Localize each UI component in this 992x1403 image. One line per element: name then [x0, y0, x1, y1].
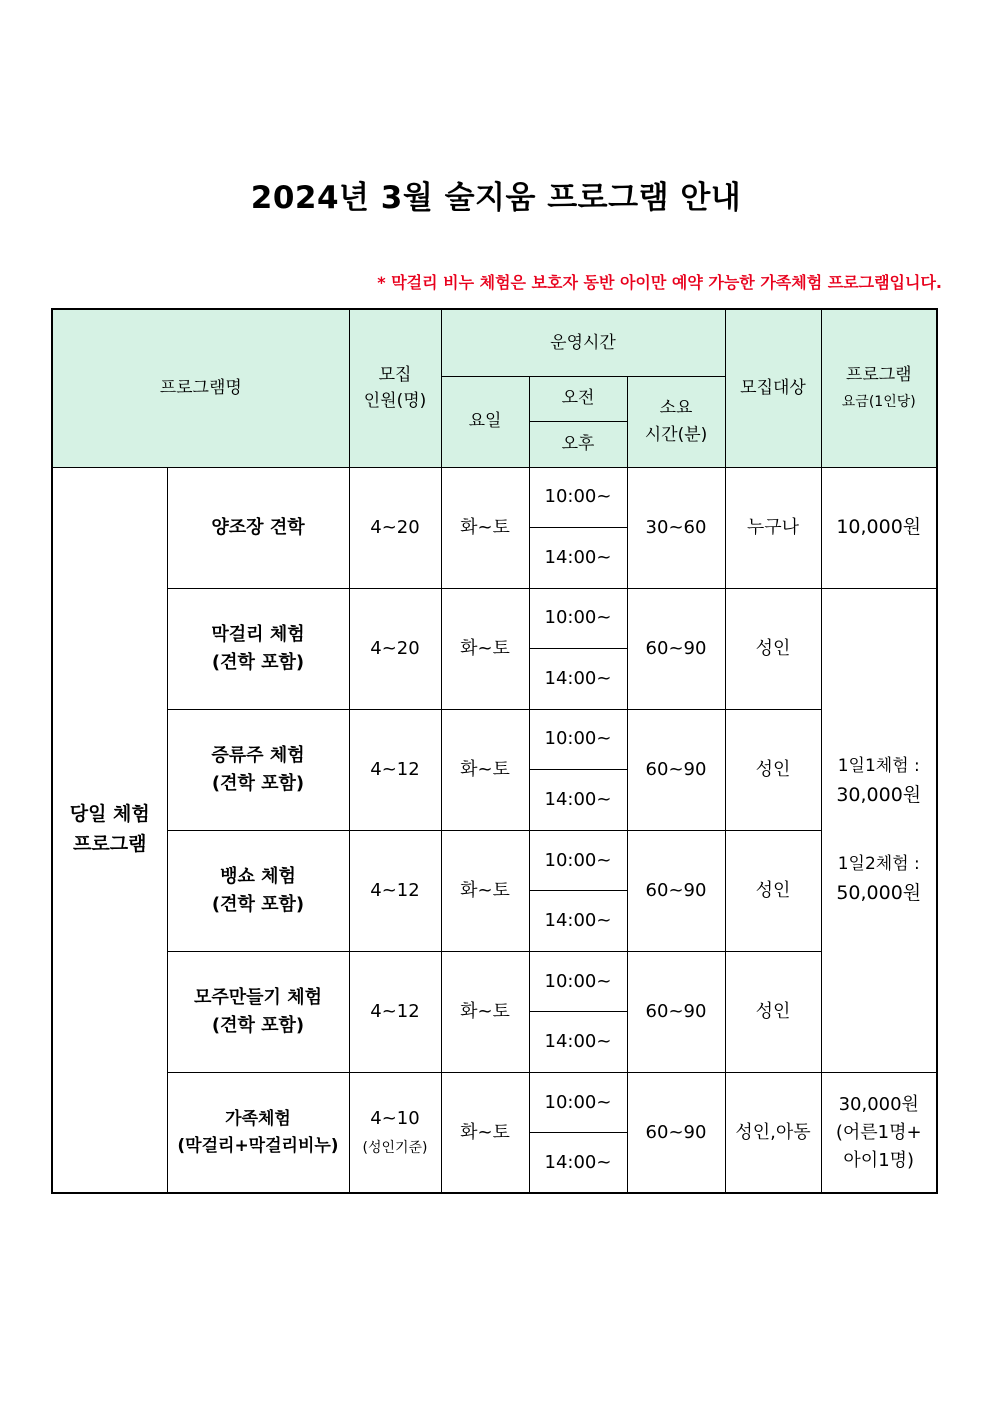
fee-line1: 30,000원 — [838, 1093, 919, 1115]
header-duration-line1: 소요 — [659, 398, 693, 419]
pm-time: 14:00~ — [529, 769, 627, 830]
duration: 60~90 — [627, 831, 725, 952]
program-name — [167, 709, 349, 830]
capacity-value: 4~10 — [370, 1107, 420, 1129]
table-row — [52, 588, 937, 648]
family-program-notice: * 막걸리 비누 체험은 보호자 동반 아이만 예약 가능한 가족체험 프로그램입니다. — [377, 273, 942, 292]
table-row — [52, 1073, 937, 1133]
header-pm: 오후 — [529, 421, 627, 467]
table-row — [52, 467, 937, 527]
header-capacity-line2: 인원(명) — [363, 391, 427, 412]
capacity: 4~12 — [349, 952, 441, 1073]
capacity: 4~12 — [349, 709, 441, 830]
pm-time: 14:00~ — [529, 891, 627, 952]
header-fee-line1: 프로그램 — [845, 364, 912, 385]
capacity: 4~20 — [349, 467, 441, 588]
program-name-line2: (막걸리+막걸리비누) — [177, 1135, 339, 1156]
program-schedule-table — [51, 308, 938, 1194]
program-name — [167, 1073, 349, 1193]
program-name — [167, 831, 349, 952]
duration: 30~60 — [627, 467, 725, 588]
fee — [821, 1073, 937, 1193]
program-name — [167, 467, 349, 588]
header-operating-hours: 운영시간 — [441, 309, 725, 376]
table-row — [52, 952, 937, 1012]
target: 누구나 — [725, 467, 821, 588]
header-duration-line2: 시간(분) — [644, 424, 708, 445]
category-label — [52, 467, 167, 1193]
program-name-line1: 뱅쇼 체험 — [220, 866, 296, 888]
duration: 60~90 — [627, 588, 725, 709]
program-name — [167, 952, 349, 1073]
program-name-line1: 막걸리 체험 — [211, 623, 305, 645]
header-am: 오전 — [529, 376, 627, 421]
header-program-name: 프로그램명 — [52, 309, 349, 467]
program-name-line2: (견학 포함) — [211, 1015, 305, 1037]
day: 화~토 — [441, 467, 529, 588]
capacity: 4~20 — [349, 588, 441, 709]
fee-line2: (어른1명+ — [835, 1121, 922, 1143]
day: 화~토 — [441, 588, 529, 709]
target: 성인 — [725, 709, 821, 830]
day: 화~토 — [441, 831, 529, 952]
program-name-line1: 모주만들기 체험 — [194, 987, 322, 1009]
pm-time: 14:00~ — [529, 1012, 627, 1073]
capacity-note: (성인기준) — [362, 1139, 428, 1156]
capacity — [349, 1073, 441, 1193]
page-title: 2024년 3월 술지움 프로그램 안내 — [250, 180, 742, 216]
duration: 60~90 — [627, 1073, 725, 1193]
am-time: 10:00~ — [529, 952, 627, 1012]
shared-fee — [821, 588, 937, 1073]
program-name-line2: (견학 포함) — [211, 894, 305, 916]
header-day: 요일 — [441, 376, 529, 467]
header-target: 모집대상 — [725, 309, 821, 467]
shared-fee-one-label: 1일1체험 : — [837, 755, 920, 776]
program-name-line1: 양조장 견학 — [211, 516, 305, 538]
category-line1: 당일 체험 — [69, 803, 150, 826]
shared-fee-two-label: 1일2체험 : — [837, 853, 920, 874]
table-row — [52, 709, 937, 769]
fee: 10,000원 — [821, 467, 937, 588]
target: 성인 — [725, 831, 821, 952]
header-capacity-line1: 모집 — [378, 364, 412, 385]
header-fee — [821, 309, 937, 467]
day: 화~토 — [441, 1073, 529, 1193]
table-row — [52, 831, 937, 891]
target: 성인 — [725, 588, 821, 709]
fee-line3: 아이1명) — [843, 1149, 915, 1171]
pm-time: 14:00~ — [529, 648, 627, 709]
header-fee-line2: 요금(1인당) — [841, 394, 916, 411]
duration: 60~90 — [627, 952, 725, 1073]
day: 화~토 — [441, 952, 529, 1073]
am-time: 10:00~ — [529, 709, 627, 769]
shared-fee-two-price: 50,000원 — [836, 881, 922, 904]
header-duration — [627, 376, 725, 467]
am-time: 10:00~ — [529, 1073, 627, 1133]
program-name — [167, 588, 349, 709]
am-time: 10:00~ — [529, 467, 627, 527]
program-name-line2: (견학 포함) — [211, 772, 305, 794]
day: 화~토 — [441, 709, 529, 830]
pm-time: 14:00~ — [529, 1133, 627, 1193]
target: 성인,아동 — [725, 1073, 821, 1193]
program-name-line1: 증류주 체험 — [211, 745, 305, 767]
am-time: 10:00~ — [529, 588, 627, 648]
capacity: 4~12 — [349, 831, 441, 952]
program-name-line2: (견학 포함) — [211, 651, 305, 673]
category-line2: 프로그램 — [73, 832, 147, 855]
program-name-line1: 가족체험 — [225, 1109, 291, 1130]
duration: 60~90 — [627, 709, 725, 830]
target: 성인 — [725, 952, 821, 1073]
am-time: 10:00~ — [529, 831, 627, 891]
header-capacity — [349, 309, 441, 467]
pm-time: 14:00~ — [529, 527, 627, 588]
shared-fee-one-price: 30,000원 — [836, 784, 922, 807]
